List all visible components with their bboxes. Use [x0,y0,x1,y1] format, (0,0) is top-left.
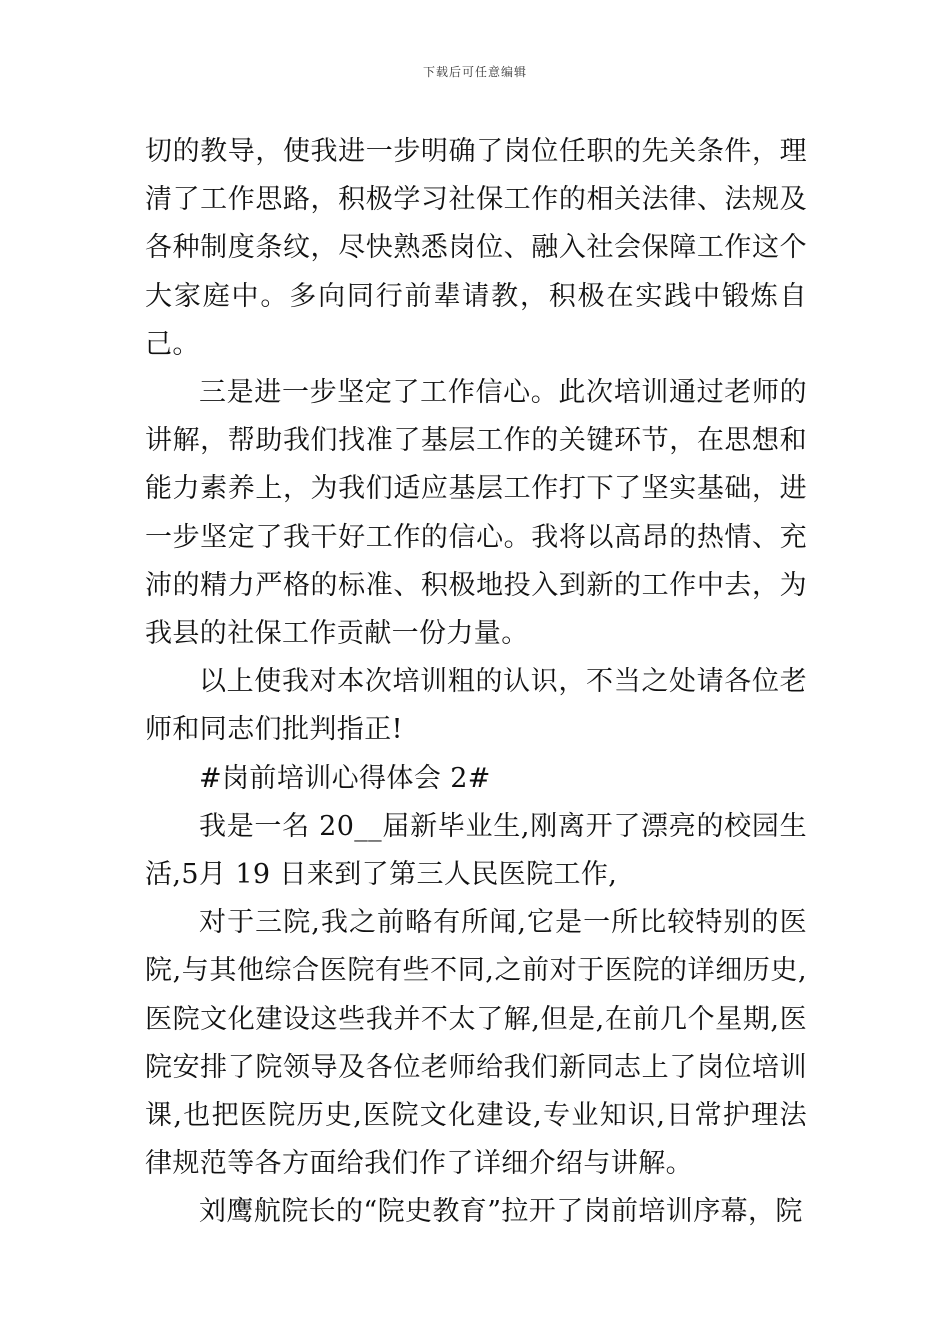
paragraph-5: 对于三院,我之前略有所闻,它是一所比较特别的医院,与其他综合医院有些不同,之前对于医院的详细历史,医院文化建设这些我并不太了解,但是,在前几个星期,医院安排了院领导及各位老师给我们新同志上了岗位培训课,也把医院历史,医院文化建设,专业知识,日常护理法律规范等各方面给我们作了详细介绍与讲解。 [145,907,807,1180]
paragraph-2: 三是进一步坚定了工作信心。此次培训通过老师的讲解，帮助我们找准了基层工作的关键环节，在思想和能力素养上，为我们适应基层工作打下了坚实基础，进一步坚定了我干好工作的信心。我将以高昂的热情、充沛的精力严格的标准、积极地投入到新的工作中去，为我县的社保工作贡献一份力量。 [145,377,807,650]
page-header-note: 下载后可任意编辑 [422,65,527,79]
paragraph-3: 以上使我对本次培训粗的认识，不当之处请各位老师和同志们批判指正! [145,666,807,746]
section-heading: #岗前培训心得体会 2# [199,762,491,794]
paragraph-1: 切的教导，使我进一步明确了岗位任职的先关条件，理清了工作思路，积极学习社保工作的相关法律、法规及各种制度条纹，尽快熟悉岗位、融入社会保障工作这个大家庭中。多向同行前辈请教，积极在实践中锻炼自己。 [145,136,807,360]
paragraph-4: 我是一名 20__届新毕业生,刚离开了漂亮的校园生活,5月 19 日来到了第三人民医院工作, [145,810,807,891]
paragraph-6: 刘鹰航院长的“院史教育”拉开了岗前培训序幕，院 [199,1196,803,1228]
document-body [145,128,807,1237]
